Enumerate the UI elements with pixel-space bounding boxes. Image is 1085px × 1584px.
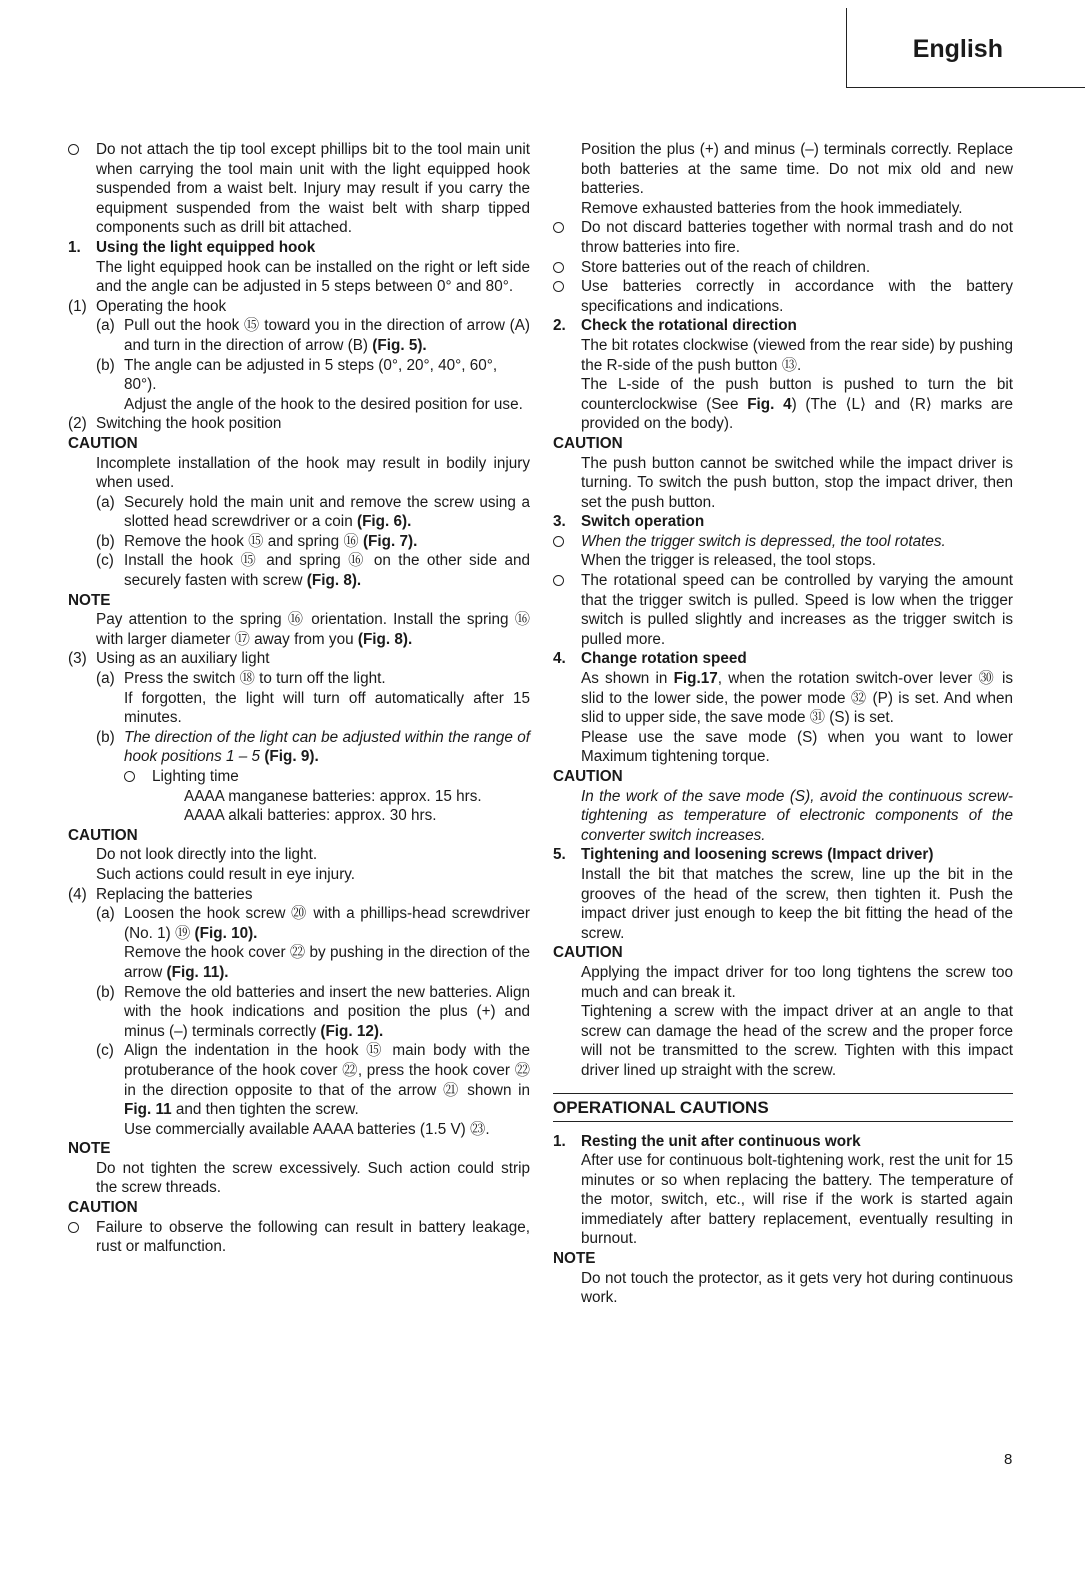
operational-cautions-heading: OPERATIONAL CAUTIONS <box>553 1093 1013 1122</box>
item-1: (1) Operating the hook <box>68 297 227 315</box>
caution-text: Do not look directly into the light. <box>96 846 318 864</box>
item-4c: (c) Align the indentation in the hook ⑮ main body with the protuberance of the hook cover ㉒, press the hook cover ㉒ in the direction opposite to that of the arrow ㉑ shown in Fig. 11 and then tighten the screw. <box>96 1042 530 1119</box>
op-1-body: After use for continuous bolt-tightening work, rest the unit for 15 minutes or so when replacing the battery. The temperature of the motor, switch, etc., will rise if the work is started again immediately after battery replacement, eventually resulting in burnout. <box>581 1152 1013 1248</box>
item-2c: (c) Install the hook ⑮ and spring ⑯ on the other side and securely fasten with screw (Fig. 8). <box>96 552 530 590</box>
page-language-title: English <box>912 35 1003 63</box>
item-3a-more: If forgotten, the light will turn off automatically after 15 minutes. <box>124 689 530 727</box>
section-2-body: The bit rotates clockwise (viewed from the rear side) by pushing the R-side of the push button ⑬. <box>581 336 1013 374</box>
caution-text: Incomplete installation of the hook may result in bodily injury when used. <box>96 454 530 492</box>
lighting-manganese: AAAA manganese batteries: approx. 15 hrs. <box>184 787 482 805</box>
left-column <box>68 140 530 1257</box>
page-number: 8 <box>1004 1451 1013 1468</box>
item-1b: (b) The angle can be adjusted in 5 steps (0°, 20°, 40°, 60°, 80°). <box>96 356 498 394</box>
note-text: Pay attention to the spring ⑯ orientation. Install the spring ⑯ with larger diameter ⑰ away from you (Fig. 8). <box>96 611 530 648</box>
note-text: Do not touch the protector, as it gets very hot during continuous work. <box>581 1269 1013 1307</box>
item-2b: (b) Remove the hook ⑮ and spring ⑯ (Fig. 7). <box>96 532 418 550</box>
circle-bullet-icon <box>553 532 581 552</box>
item-2: (2) Switching the hook position <box>68 415 282 433</box>
item-3a: (a) Press the switch ⑱ to turn off the light. <box>96 670 386 688</box>
note-label: NOTE <box>68 1140 111 1158</box>
circle-bullet-icon <box>553 571 581 591</box>
switch-bullet: When the trigger switch is depressed, the tool rotates. <box>553 532 1013 552</box>
section-5-body: Install the bit that matches the screw, line up the bit in the grooves of the head of the screw, then tighten it. Push the impact driver just enough to keep the bit fitting the head of the screw. <box>581 865 1013 942</box>
note-label: NOTE <box>68 591 111 609</box>
item-4a-more: Remove the hook cover ㉒ by pushing in the direction of the arrow (Fig. 11). <box>124 944 530 981</box>
caution-text: In the work of the save mode (S), avoid the continuous screw-tightening as temperature of electronic components of the converter switch increases. <box>581 787 1013 844</box>
circle-bullet-icon <box>553 258 581 278</box>
battery-bullet: Do not discard batteries together with normal trash and do not throw batteries into fire. <box>553 218 1013 257</box>
circle-bullet-icon <box>553 218 581 238</box>
caution-label: CAUTION <box>553 768 623 785</box>
circle-bullet-icon <box>124 767 152 787</box>
caution-label: CAUTION <box>68 1199 138 1217</box>
circle-bullet-icon <box>68 140 96 160</box>
note-label: NOTE <box>553 1250 596 1268</box>
caution-text: The push button cannot be switched while the impact driver is turning. To switch the push button, stop the impact driver, then set the push button. <box>581 454 1013 511</box>
section-heading-2: 2. Check the rotational direction <box>553 317 797 335</box>
caution-label: CAUTION <box>553 944 623 962</box>
item-1a: (a) Pull out the hook ⑮ toward you in the direction of arrow (A) and turn in the direction of arrow (B) (Fig. 5). <box>96 317 530 354</box>
item-4c-use: Use commercially available AAAA batteries (1.5 V) ㉓. <box>124 1120 490 1138</box>
item-1b-adjust: Adjust the angle of the hook to the desired position for use. <box>124 395 523 413</box>
section-heading-3: 3. Switch operation <box>553 513 705 531</box>
op-heading-1: 1. Resting the unit after continuous work <box>553 1132 861 1150</box>
section-4-body: Please use the save mode (S) when you want to lower Maximum tightening torque. <box>581 728 1013 766</box>
caution-label: CAUTION <box>68 826 138 844</box>
right-column <box>553 140 1013 1308</box>
section-heading-4: 4. Change rotation speed <box>553 650 747 668</box>
continued-text: Position the plus (+) and minus (–) terminals correctly. Replace both batteries at the same time. Do not mix old and new batteries. <box>581 141 1013 198</box>
item-4: (4) Replacing the batteries <box>68 885 253 903</box>
item-4b: (b) Remove the old batteries and insert the new batteries. Align with the hook indications and position the plus (+) and minus (–) terminals correctly (Fig. 12). <box>96 983 530 1040</box>
caution-bullet: Failure to observe the following can result in battery leakage, rust or malfunction. <box>68 1218 530 1257</box>
section-heading-1: 1. Using the light equipped hook <box>68 238 316 256</box>
caution-text: Applying the impact driver for too long tightens the screw too much and can break it. <box>581 963 1013 1001</box>
battery-bullet: Use batteries correctly in accordance with the battery specifications and indications. <box>553 277 1013 316</box>
note-text: Do not tighten the screw excessively. Such action could strip the screw threads. <box>96 1159 530 1197</box>
section-heading-5: 5. Tightening and loosening screws (Impact driver) <box>553 846 934 864</box>
lighting-alkali: AAAA alkali batteries: approx. 30 hrs. <box>184 807 437 825</box>
circle-bullet-icon <box>553 277 581 297</box>
caution-label: CAUTION <box>68 434 138 452</box>
item-4a: (a) Loosen the hook screw ⑳ with a phillips-head screwdriver (No. 1) ⑲ (Fig. 10). <box>96 905 530 942</box>
section-1-body: The light equipped hook can be installed on the right or left side and the angle can be adjusted in 5 steps between 0° and 80°. <box>96 258 530 296</box>
caution-label: CAUTION <box>553 434 623 452</box>
section-2-body: The L-side of the push button is pushed to turn the bit counterclockwise (See Fig. 4) (The ⟨L⟩ and ⟨R⟩ marks are provided on the body). <box>581 376 1013 433</box>
switch-bullet-more: When the trigger is released, the tool stops. <box>581 552 877 570</box>
continued-text: Remove exhausted batteries from the hook immediately. <box>581 199 963 217</box>
lighting-time: Lighting time <box>68 767 530 787</box>
item-3: (3) Using as an auxiliary light <box>68 650 270 668</box>
item-2a: (a) Securely hold the main unit and remove the screw using a slotted head screwdriver or a coin (Fig. 6). <box>96 493 530 531</box>
intro-bullet: Do not attach the tip tool except phillips bit to the tool main unit when carrying the tool main unit with the light equipped hook suspended from a waist belt. Injury may result if you carry the equipment suspended from the waist belt with sharp tipped components such as drill bit attached. <box>68 140 530 238</box>
caution-text: Such actions could result in eye injury. <box>96 865 356 883</box>
circle-bullet-icon <box>68 1218 96 1238</box>
item-3b: (b) The direction of the light can be adjusted within the range of hook positions 1 – 5 (Fig. 9). <box>96 728 530 766</box>
section-4-body: As shown in Fig.17, when the rotation switch-over lever ㉚ is slid to the lower side, the power mode ㉜ (P) is set. And when slid to upper side, the save mode ㉛ (S) is set. <box>581 670 1013 727</box>
caution-text: Tightening a screw with the impact driver at an angle to that screw can damage the head of the screw and the proper force will not be transmitted to the screw. Tighten with this impact driver lined up straight with the screw. <box>581 1003 1013 1079</box>
switch-bullet: The rotational speed can be controlled by varying the amount that the trigger switch is pulled. Speed is low when the trigger switch is pulled slightly and increases as the trigger switch is pulled more. <box>553 571 1013 649</box>
battery-bullet: Store batteries out of the reach of children. <box>553 258 1013 278</box>
